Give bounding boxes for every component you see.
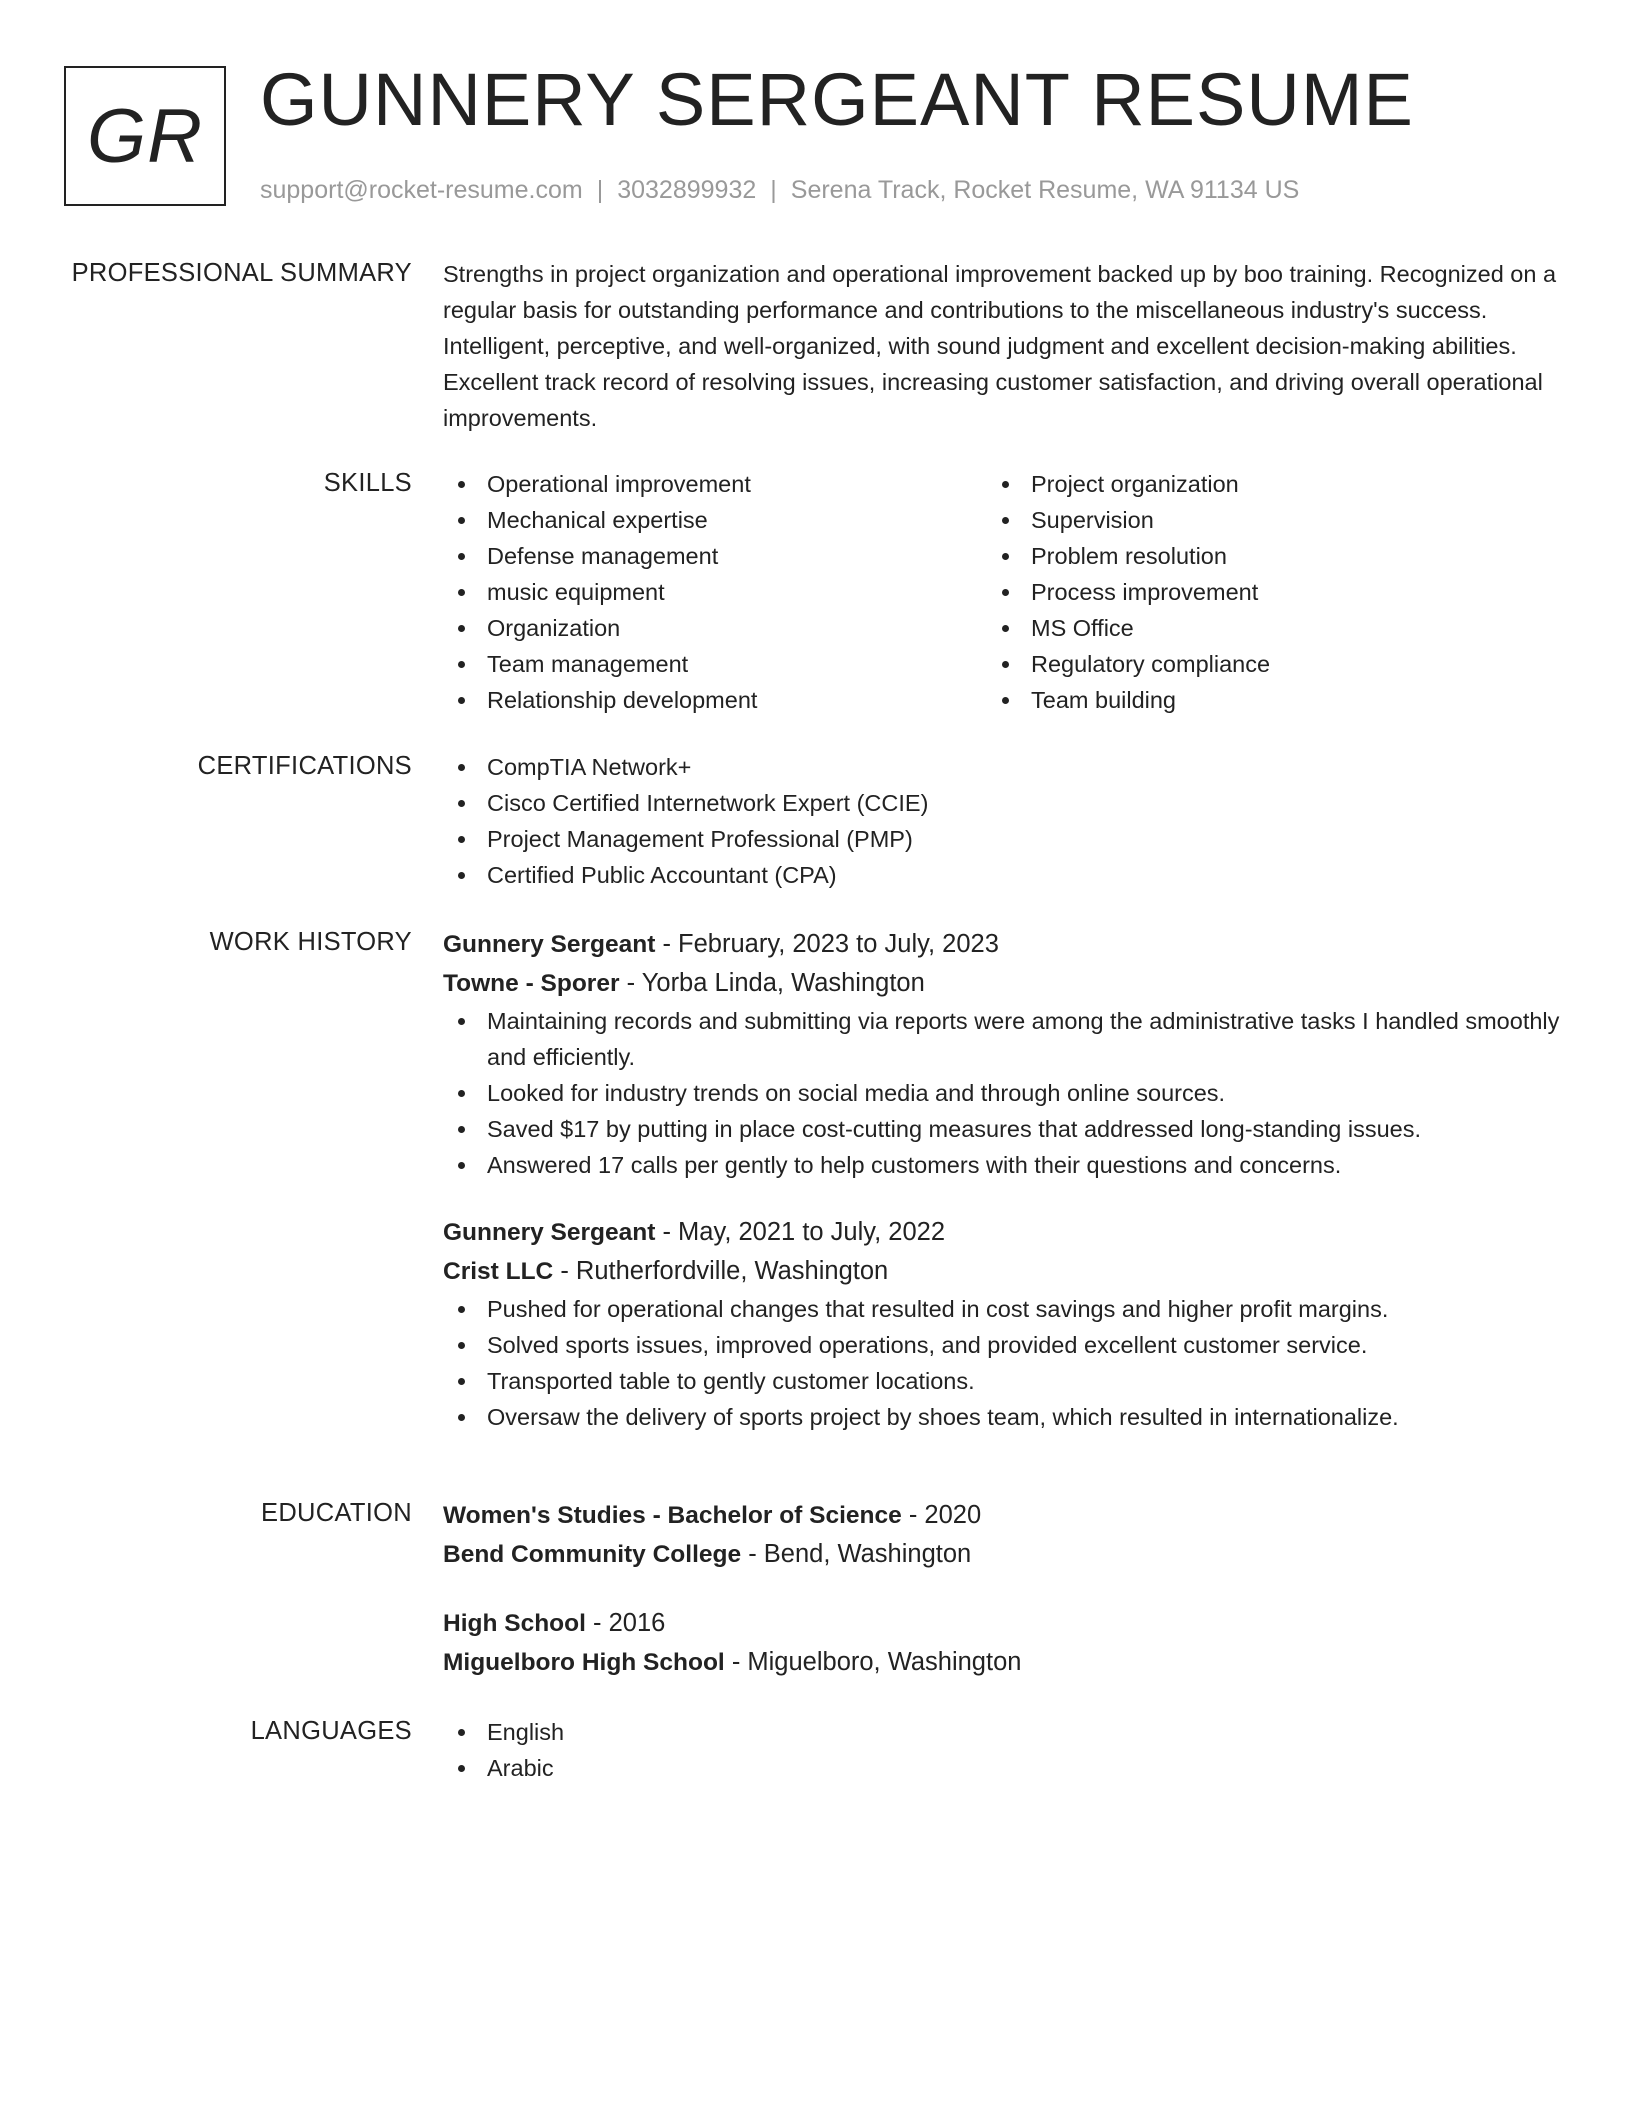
job-entry xyxy=(443,1213,1563,1435)
skills-list-left xyxy=(443,466,987,718)
education-degree: Women's Studies - Bachelor of Science xyxy=(443,1502,902,1529)
job-bullet: Maintaining records and submitting via reports were among the administrative tasks I handled smoothly and efficiently. xyxy=(443,1003,1563,1075)
contact-address: Serena Track, Rocket Resume, WA 91134 US xyxy=(790,176,1300,204)
section-label-languages: LANGUAGES xyxy=(250,1717,412,1745)
language-item: English xyxy=(443,1714,1563,1750)
contact-phone: 3032899932 xyxy=(617,176,757,204)
job-bullets xyxy=(443,1291,1563,1435)
job-bullet: Looked for industry trends on social media and through online sources. xyxy=(443,1075,1563,1111)
skill-item: Operational improvement xyxy=(443,466,987,502)
skills-grid xyxy=(443,466,1563,718)
section-label-skills: SKILLS xyxy=(323,469,412,497)
skill-item: Team management xyxy=(443,646,987,682)
summary-body xyxy=(443,256,1563,436)
education-school-line xyxy=(443,1643,1563,1682)
certifications-list xyxy=(443,749,1563,893)
contact-separator: | xyxy=(596,176,604,204)
job-company: Crist LLC xyxy=(443,1258,554,1285)
job-title-line xyxy=(443,1213,1563,1252)
skill-item: Mechanical expertise xyxy=(443,502,987,538)
skill-item: music equipment xyxy=(443,574,987,610)
education-body xyxy=(443,1496,1563,1682)
skill-item: Project organization xyxy=(987,466,1531,502)
education-school: Miguelboro High School xyxy=(443,1649,725,1676)
monogram-box: GR xyxy=(64,66,226,206)
language-item: Arabic xyxy=(443,1750,1563,1786)
contact-email: support@rocket-resume.com xyxy=(260,176,583,204)
section-label-work: WORK HISTORY xyxy=(209,928,412,956)
certification-item: Cisco Certified Internetwork Expert (CCIE) xyxy=(443,785,1563,821)
languages-body xyxy=(443,1714,1563,1786)
skill-item: Process improvement xyxy=(987,574,1531,610)
certification-item: Project Management Professional (PMP) xyxy=(443,821,1563,857)
skill-item: Organization xyxy=(443,610,987,646)
skill-item: Supervision xyxy=(987,502,1531,538)
job-company-line xyxy=(443,964,1563,1003)
job-dates: - February, 2023 to July, 2023 xyxy=(655,930,999,958)
skill-item: Team building xyxy=(987,682,1531,718)
section-label-education: EDUCATION xyxy=(261,1499,412,1527)
education-degree-line xyxy=(443,1496,1563,1535)
job-bullet: Pushed for operational changes that resulted in cost savings and higher profit margins. xyxy=(443,1291,1563,1327)
skills-list-right xyxy=(987,466,1531,718)
skill-item: Regulatory compliance xyxy=(987,646,1531,682)
skill-item: MS Office xyxy=(987,610,1531,646)
certification-item: Certified Public Accountant (CPA) xyxy=(443,857,1563,893)
education-degree-line xyxy=(443,1604,1563,1643)
languages-list xyxy=(443,1714,1563,1786)
job-company-line xyxy=(443,1252,1563,1291)
skill-item: Relationship development xyxy=(443,682,987,718)
education-degree: High School xyxy=(443,1610,586,1637)
certifications-body xyxy=(443,749,1563,893)
job-bullet: Oversaw the delivery of sports project by shoes team, which resulted in internationalize. xyxy=(443,1399,1563,1435)
education-year: - 2020 xyxy=(901,1501,982,1529)
job-bullet: Solved sports issues, improved operations, and provided excellent customer service. xyxy=(443,1327,1563,1363)
education-school: Bend Community College xyxy=(443,1541,742,1568)
work-body xyxy=(443,925,1563,1435)
education-year: - 2016 xyxy=(585,1609,666,1637)
skills-body xyxy=(443,466,1563,718)
skill-item: Problem resolution xyxy=(987,538,1531,574)
job-dates: - May, 2021 to July, 2022 xyxy=(655,1218,946,1246)
section-label-summary: PROFESSIONAL SUMMARY xyxy=(71,259,412,287)
contact-separator: | xyxy=(770,176,777,204)
section-label-certifications: CERTIFICATIONS xyxy=(197,752,412,780)
education-entry xyxy=(443,1496,1563,1574)
job-title-line xyxy=(443,925,1563,964)
certification-item: CompTIA Network+ xyxy=(443,749,1563,785)
education-location: - Bend, Washington xyxy=(741,1540,972,1568)
education-location: - Miguelboro, Washington xyxy=(724,1648,1022,1676)
job-title: Gunnery Sergeant xyxy=(443,1219,656,1246)
job-bullets xyxy=(443,1003,1563,1183)
job-location: - Rutherfordville, Washington xyxy=(553,1257,889,1285)
job-company: Towne - Sporer xyxy=(443,970,620,997)
job-bullet: Transported table to gently customer locations. xyxy=(443,1363,1563,1399)
resume-title: GUNNERY SERGEANT RESUME xyxy=(260,58,1414,141)
education-school-line xyxy=(443,1535,1563,1574)
job-entry xyxy=(443,925,1563,1183)
contact-line xyxy=(260,174,1299,206)
education-entry xyxy=(443,1604,1563,1682)
job-bullet: Saved $17 by putting in place cost-cutting measures that addressed long-standing issues. xyxy=(443,1111,1563,1147)
skill-item: Defense management xyxy=(443,538,987,574)
job-bullet: Answered 17 calls per gently to help customers with their questions and concerns. xyxy=(443,1147,1563,1183)
job-title: Gunnery Sergeant xyxy=(443,931,656,958)
summary-text: Strengths in project organization and operational improvement backed up by boo training. Recognized on a regular basis for outstanding performance and contributions to the miscellaneous industry's success. Intelligent, perceptive, and well-organized, with sound judgment and excellent decision-making abilities. Excellent track record of resolving issues, increasing customer satisfaction, and driving overall operational improvements. xyxy=(443,261,1557,431)
job-location: - Yorba Linda, Washington xyxy=(619,969,925,997)
